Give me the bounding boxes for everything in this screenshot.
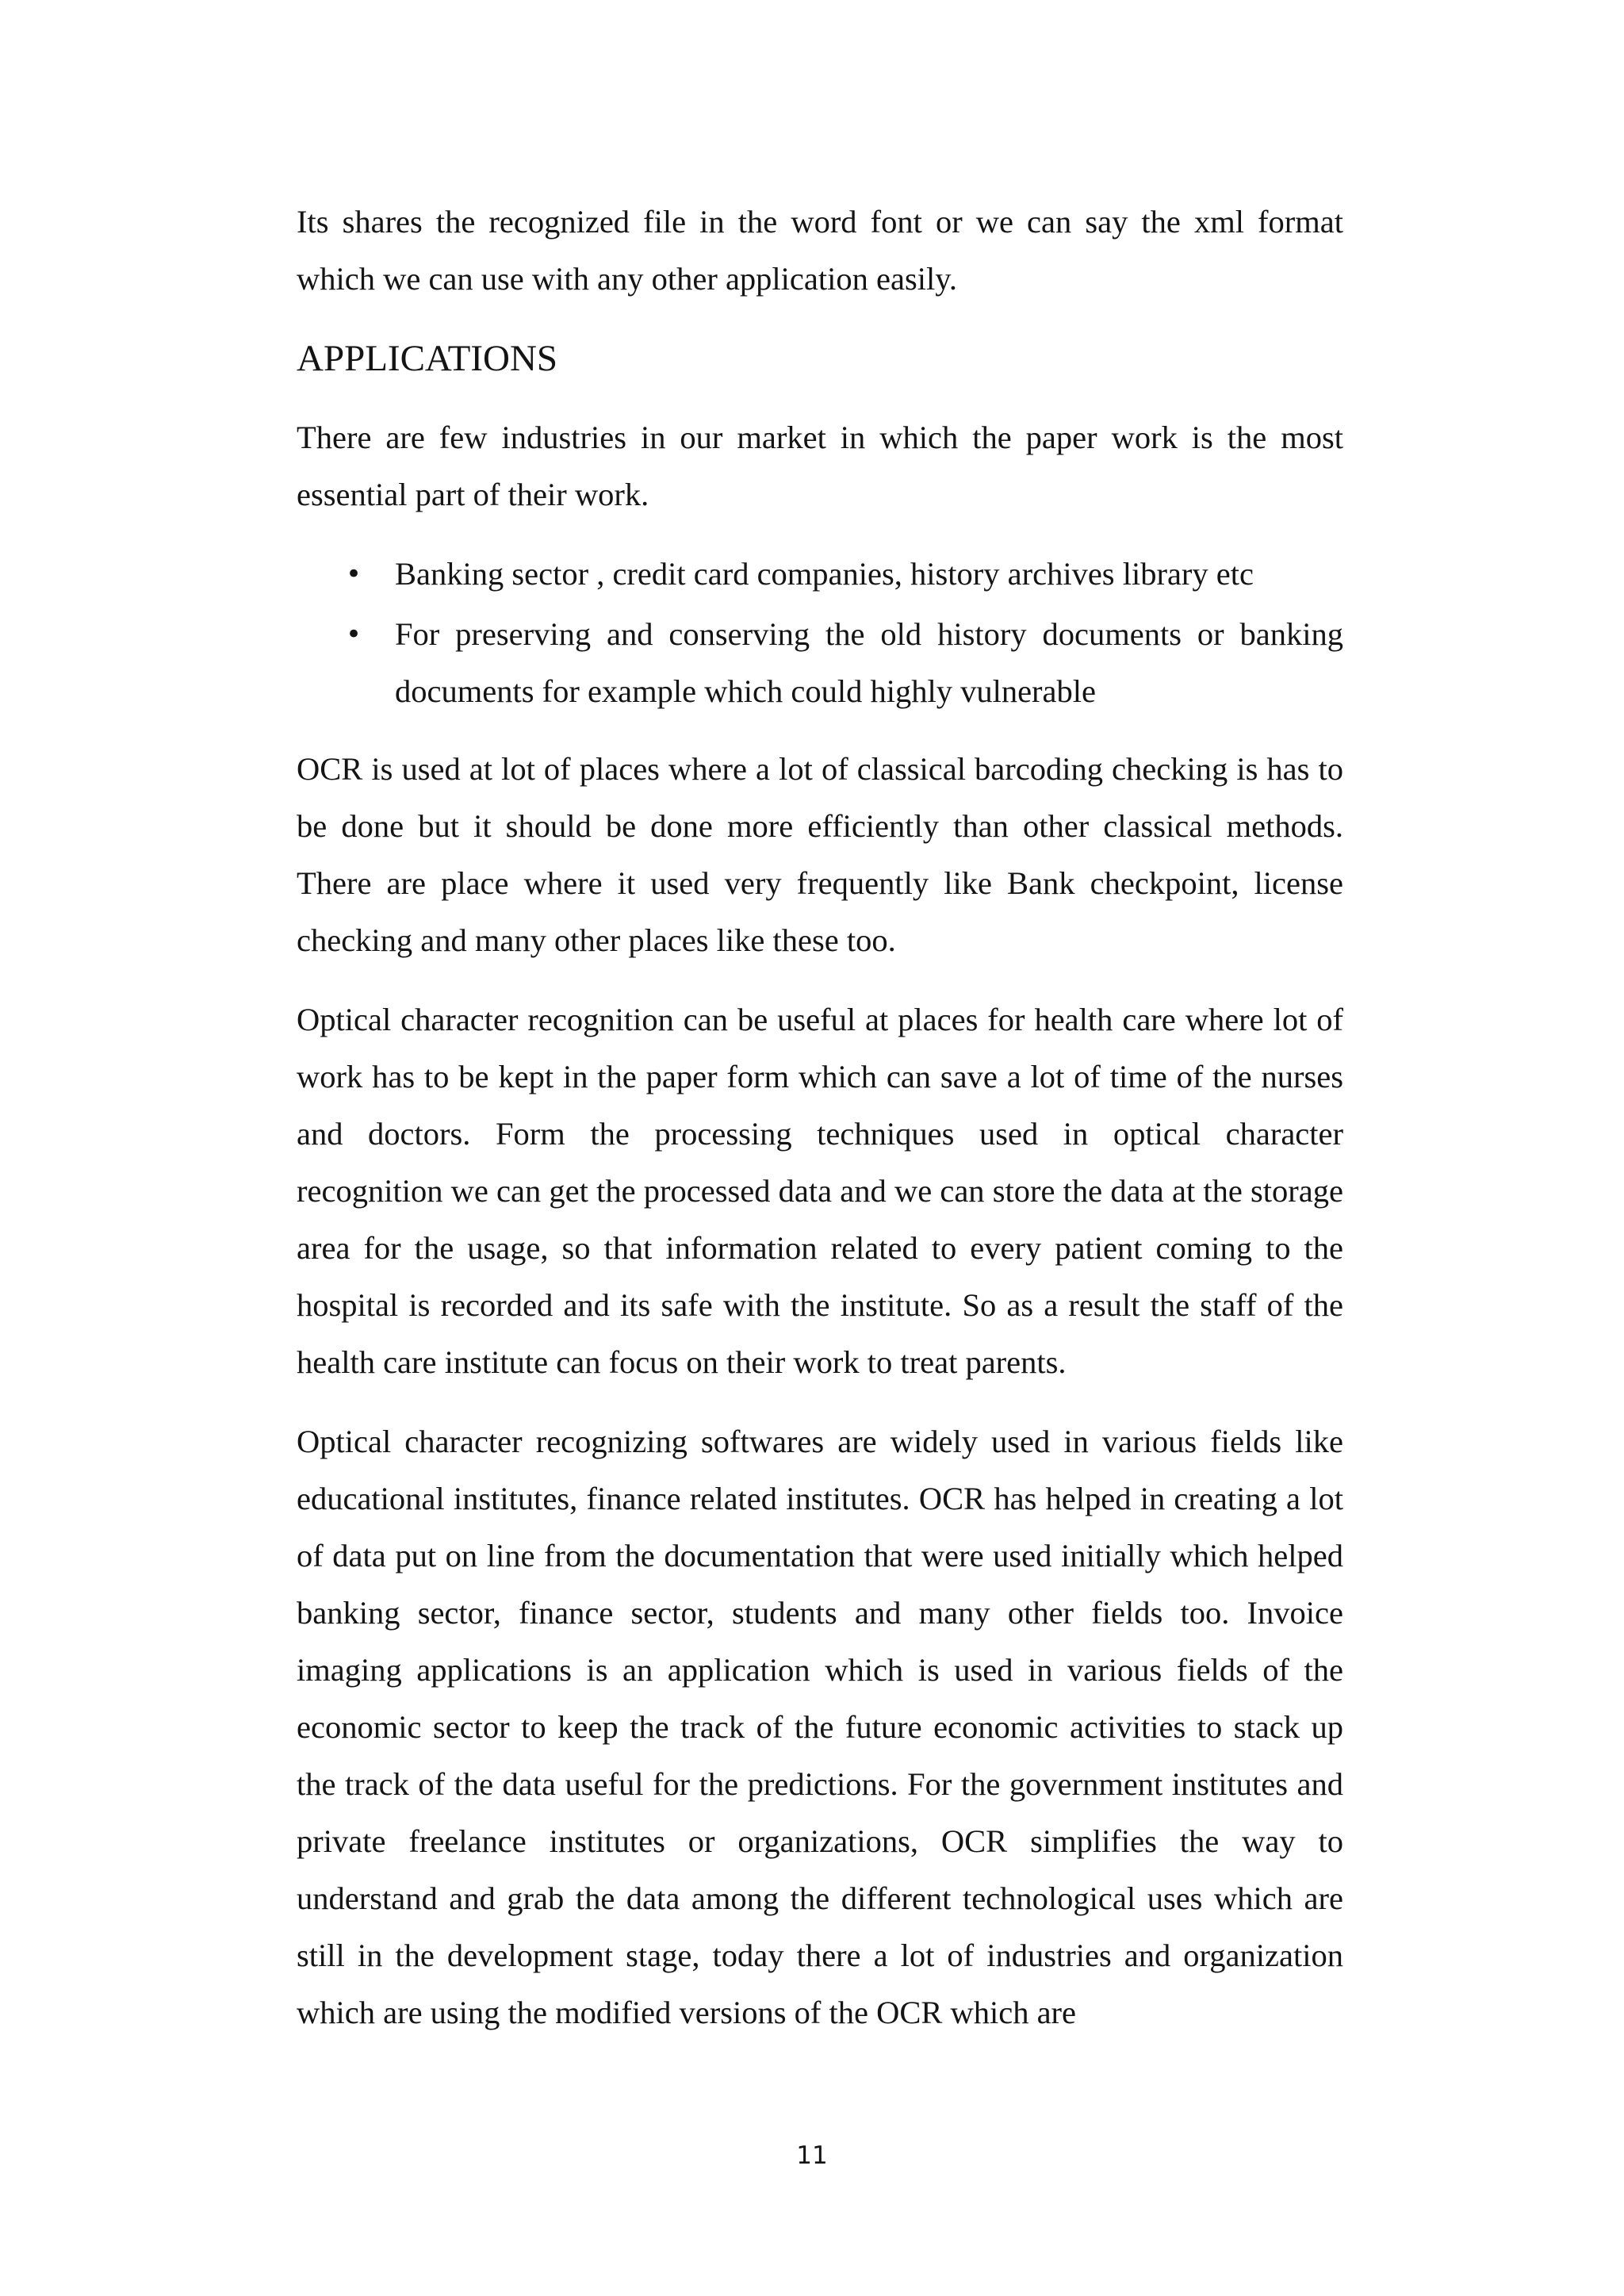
list-item	[297, 606, 1343, 720]
section-heading: APPLICATIONS	[297, 338, 558, 379]
paragraph-health-care: Optical character recognition can be useful at places for health care where lot of work has to be kept in the paper form which can save a lot of time of the nurses and doctors. Form the processing techniques used in optical character recognition we can get the processed data and we can store the data at the storage area for the usage, so that information related to every patient coming to the hospital is recorded and its safe with the institute. So as a result the staff of the health care institute can focus on their work to treat parents.	[297, 1002, 1343, 1380]
paragraph-ocr-usage: OCR is used at lot of places where a lot of classical barcoding checking is has to be done but it should be done more efficiently than other classical methods. There are place where it used very frequently like Bank checkpoint, license checking and many other places like these too.	[297, 751, 1343, 958]
bullet-icon: •	[346, 558, 362, 590]
list-item	[297, 546, 1343, 603]
intro-paragraph: Its shares the recognized file in the word font or we can say the xml format which we can use with any other application easily.	[297, 204, 1343, 297]
page-number: 11	[796, 2141, 828, 2170]
bullet-text: For preserving and conserving the old history documents or banking documents for example which could highly vulnerable	[395, 616, 1343, 709]
paragraph-fields: Optical character recognizing softwares are widely used in various fields like educational institutes, finance related institutes. OCR has helped in creating a lot of data put on line from the documentation that were used initially which helped banking sector, finance sector, students and many other fields too. Invoice imaging applications is an application which is used in various fields of the economic sector to keep the track of the future economic activities to stack up the track of the data useful for the predictions. For the government institutes and private freelance institutes or organizations, OCR simplifies the way to understand and grab the data among the different technological uses which are still in the development stage, today there a lot of industries and organization which are using the modified versions of the OCR which are	[297, 1424, 1343, 2030]
paragraph-industries: There are few industries in our market in which the paper work is the most essential part of their work.	[297, 420, 1343, 512]
bullet-icon: •	[346, 619, 362, 650]
bullet-text: Banking sector , credit card companies, history archives library etc	[395, 556, 1254, 592]
bullet-list	[297, 546, 1343, 720]
page-content	[297, 194, 1343, 2064]
